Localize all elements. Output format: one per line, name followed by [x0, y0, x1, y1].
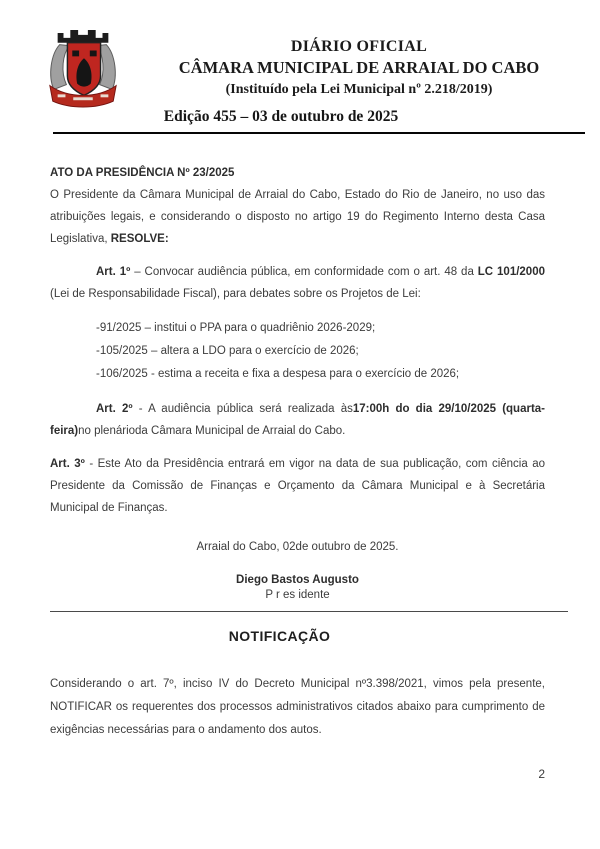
ato-heading: ATO DA PRESIDÊNCIA Nº 23/2025 [50, 167, 235, 179]
masthead [128, 36, 590, 100]
notification-section [50, 628, 545, 742]
signature-name: Diego Bastos Augusto [236, 574, 359, 586]
notification-heading: NOTIFICAÇÃO [228, 628, 331, 644]
ato-intro-paragraph: O Presidente da Câmara Municipal de Arraial do Cabo, Estado do Rio de Janeiro, no uso das atribuições legais, e considerando o disposto no artigo 19 do Regimento Interno desta Casa Legislativa, RESOLVE: [50, 189, 545, 245]
chamber-title: CÂMARA MUNICIPAL DE ARRAIAL DO CABO [178, 58, 540, 77]
law-subtitle: (Instituído pela Lei Municipal nº 2.218/2019) [225, 82, 493, 97]
signature-role: P r es idente [265, 589, 330, 601]
coat-of-arms-svg [44, 24, 122, 116]
art2-paragraph: Art. 2º - A audiência pública será realizada às17:00h do dia 29/10/2025 (quarta-feira)no plenárioda Câmara Municipal de Arraial do Cabo. [50, 403, 545, 437]
edition-line: Edição 455 – 03 de outubro de 2025 [163, 108, 399, 125]
art3-paragraph: Art. 3º - Este Ato da Presidência entrará em vigor na data de sua publicação, com ciência ao Presidente da Comissão de Finanças e Orçamento da Câmara Municipal e à Secretária Municipal de Finanças. [50, 458, 545, 514]
notification-body: Considerando o art. 7º, inciso IV do Decreto Municipal nº3.398/2021, vimos pela presente, NOTIFICAR os requerentes dos processos administrativos citados abaixo para cumprimento de exigências necessárias para o andamento dos autos. [50, 678, 545, 736]
section-divider [50, 611, 568, 612]
list-item: -106/2025 - estima a receita e fixa a despesa para o exercício de 2026; [96, 368, 460, 380]
list-item: -91/2025 – institui o PPA para o quadriênio 2026-2029; [96, 322, 376, 334]
page-number: 2 [538, 767, 545, 781]
project-list [96, 317, 545, 386]
edition-rule [53, 132, 585, 134]
art1-paragraph: Art. 1º – Convocar audiência pública, em conformidade com o art. 48 da LC 101/2000 (Lei de Responsabilidade Fiscal), para debates sobre os Projetos de Lei: [50, 266, 545, 300]
coat-of-arms-icon [44, 24, 122, 116]
gazette-title: DIÁRIO OFICIAL [290, 38, 428, 55]
list-item: -105/2025 – altera a LDO para o exercício de 2026; [96, 345, 359, 357]
ato-section [50, 162, 545, 603]
date-line: Arraial do Cabo, 02de outubro de 2025. [196, 541, 399, 553]
